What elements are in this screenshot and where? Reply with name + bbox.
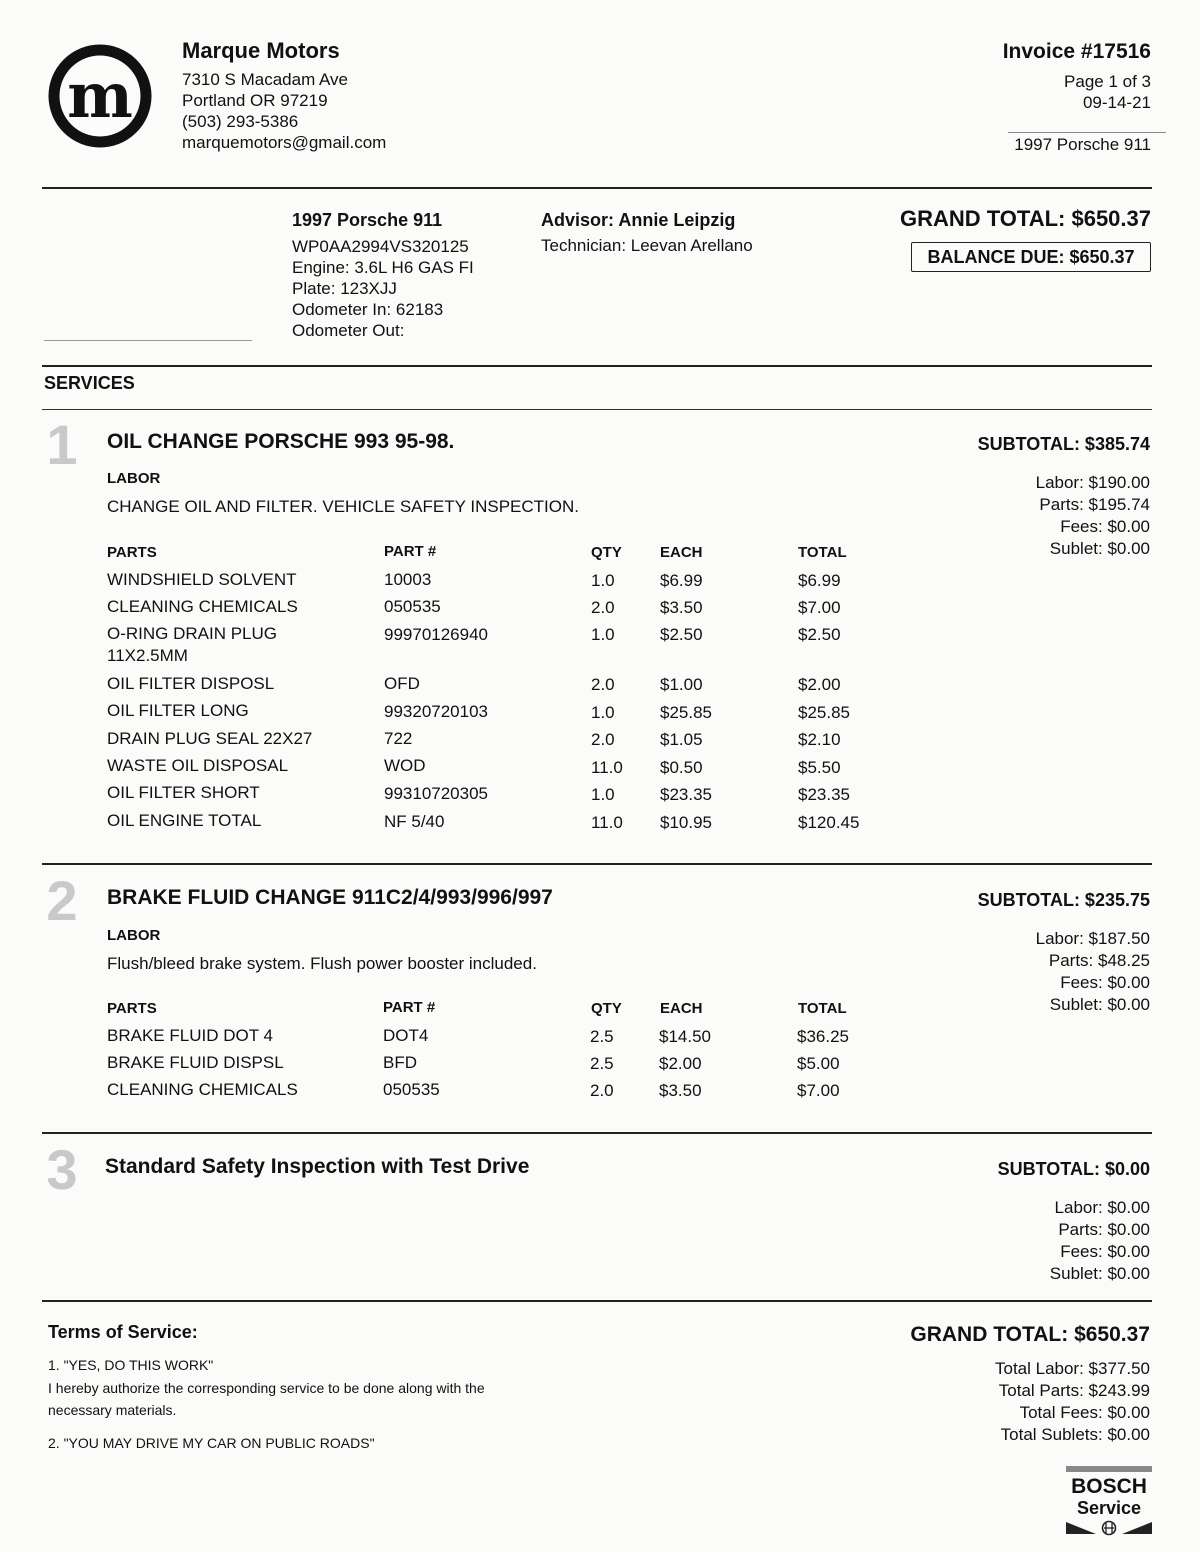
part-total: $120.45 bbox=[798, 813, 860, 832]
technician: Technician: Leevan Arellano bbox=[541, 236, 753, 255]
services-heading: SERVICES bbox=[44, 373, 135, 393]
terms-item-1: 1. "YES, DO THIS WORK" bbox=[48, 1357, 214, 1373]
vehicle-odometer-in: Odometer In: 62183 bbox=[292, 300, 444, 319]
section-divider bbox=[42, 1132, 1152, 1134]
service-title: OIL CHANGE PORSCHE 993 95-98. bbox=[107, 430, 455, 453]
part-name: O-RING DRAIN PLUG 11X2.5MM bbox=[107, 624, 278, 665]
invoice-date: 09-14-21 bbox=[1082, 93, 1151, 112]
breakdown-parts: Parts: $0.00 bbox=[1058, 1220, 1150, 1239]
part-total: $7.00 bbox=[798, 598, 841, 617]
part-each: $1.05 bbox=[660, 730, 703, 749]
part-qty: 11.0 bbox=[591, 813, 623, 832]
part-total: $2.00 bbox=[798, 675, 841, 694]
terms-title: Terms of Service: bbox=[48, 1322, 198, 1342]
balance-due bbox=[911, 242, 1151, 272]
part-total: $5.00 bbox=[797, 1054, 840, 1073]
part-total: $23.35 bbox=[798, 785, 850, 804]
breakdown-labor: Labor: $190.00 bbox=[1035, 473, 1150, 492]
qty-header: QTY bbox=[591, 1000, 622, 1017]
part-number: DOT4 bbox=[383, 1026, 429, 1045]
part-total: $2.50 bbox=[798, 625, 841, 644]
total-header: TOTAL bbox=[798, 1000, 847, 1017]
part-name: CLEANING CHEMICALS bbox=[107, 1080, 298, 1099]
part-qty: 2.0 bbox=[591, 675, 615, 694]
part-name: OIL FILTER LONG bbox=[107, 701, 249, 720]
part-qty: 2.5 bbox=[590, 1027, 614, 1046]
service-subtotal: SUBTOTAL: $0.00 bbox=[997, 1159, 1150, 1179]
part-each: $6.99 bbox=[660, 571, 703, 590]
company-phone: (503) 293-5386 bbox=[182, 112, 299, 131]
part-total: $36.25 bbox=[797, 1027, 849, 1046]
breakdown-sublet: Sublet: $0.00 bbox=[1049, 995, 1150, 1014]
company-address-1: 7310 S Macadam Ave bbox=[182, 70, 349, 89]
part-name: DRAIN PLUG SEAL 22X27 bbox=[107, 729, 313, 748]
part-number: OFD bbox=[384, 674, 420, 693]
company-logo bbox=[48, 44, 152, 148]
part-total: $5.50 bbox=[798, 758, 841, 777]
part-number: 99310720305 bbox=[384, 784, 489, 803]
company-email: marquemotors@gmail.com bbox=[182, 133, 387, 152]
invoice-number: Invoice #17516 bbox=[1002, 40, 1151, 63]
section-divider bbox=[42, 863, 1152, 865]
service-number: 2 bbox=[46, 869, 78, 932]
breakdown-sublet: Sublet: $0.00 bbox=[1049, 1264, 1150, 1283]
breakdown-parts: Parts: $195.74 bbox=[1039, 495, 1150, 514]
breakdown-sublet: Sublet: $0.00 bbox=[1049, 539, 1150, 558]
part-number: 050535 bbox=[383, 1080, 440, 1099]
total-sublets: Total Sublets: $0.00 bbox=[1000, 1425, 1150, 1444]
part-total: $25.85 bbox=[798, 703, 850, 722]
total-header: TOTAL bbox=[798, 544, 847, 561]
part-number-header: PART # bbox=[383, 999, 436, 1016]
labor-label: LABOR bbox=[107, 927, 161, 944]
part-name: WINDSHIELD SOLVENT bbox=[107, 570, 297, 589]
breakdown-fees: Fees: $0.00 bbox=[1060, 973, 1150, 992]
service-number: 1 bbox=[46, 413, 78, 476]
vehicle-title: 1997 Porsche 911 bbox=[292, 210, 443, 230]
grand-total-bottom: GRAND TOTAL: $650.37 bbox=[910, 1323, 1150, 1346]
bosch-logo-line-2: Service bbox=[1076, 1498, 1142, 1518]
part-each: $0.50 bbox=[660, 758, 703, 777]
part-each: $25.85 bbox=[660, 703, 712, 722]
breakdown-fees: Fees: $0.00 bbox=[1060, 1242, 1150, 1261]
signature-line bbox=[44, 340, 252, 341]
service-subtotal: SUBTOTAL: $385.74 bbox=[977, 434, 1150, 454]
part-each: $3.50 bbox=[659, 1081, 702, 1100]
part-number: BFD bbox=[383, 1053, 417, 1072]
service-subtotal: SUBTOTAL: $235.75 bbox=[977, 890, 1150, 910]
balance-due-text: BALANCE DUE: $650.37 bbox=[927, 246, 1135, 267]
part-qty: 1.0 bbox=[591, 703, 615, 722]
total-parts: Total Parts: $243.99 bbox=[998, 1381, 1150, 1400]
service-title: BRAKE FLUID CHANGE 911C2/4/993/996/997 bbox=[107, 886, 553, 909]
part-qty: 1.0 bbox=[591, 785, 615, 804]
labor-label: LABOR bbox=[107, 470, 161, 487]
part-name: BRAKE FLUID DISPSL bbox=[107, 1053, 284, 1072]
part-each: $2.50 bbox=[660, 625, 703, 644]
part-each: $1.00 bbox=[660, 675, 703, 694]
part-total: $7.00 bbox=[797, 1081, 840, 1100]
part-qty: 2.0 bbox=[591, 598, 615, 617]
part-number: 10003 bbox=[384, 570, 432, 589]
part-name: WASTE OIL DISPOSAL bbox=[107, 756, 289, 775]
bosch-logo-bar bbox=[1066, 1466, 1152, 1472]
part-name: CLEANING CHEMICALS bbox=[107, 597, 298, 616]
part-name: BRAKE FLUID DOT 4 bbox=[107, 1026, 273, 1045]
part-number-header: PART # bbox=[384, 543, 437, 560]
part-qty: 1.0 bbox=[591, 625, 615, 644]
part-number: 99970126940 bbox=[384, 625, 489, 644]
company-name: Marque Motors bbox=[182, 38, 340, 63]
part-name: OIL FILTER DISPOSL bbox=[107, 674, 275, 693]
bosch-logo-line-1: BOSCH bbox=[1071, 1475, 1147, 1498]
vehicle-plate: Plate: 123XJJ bbox=[292, 279, 397, 298]
part-number: NF 5/40 bbox=[384, 812, 445, 831]
part-total: $6.99 bbox=[798, 571, 841, 590]
grand-total: GRAND TOTAL: $650.37 bbox=[899, 206, 1151, 231]
service-title: Standard Safety Inspection with Test Drive bbox=[105, 1155, 530, 1178]
each-header: EACH bbox=[660, 1000, 703, 1017]
part-name: OIL ENGINE TOTAL bbox=[107, 811, 262, 830]
breakdown-labor: Labor: $0.00 bbox=[1054, 1198, 1150, 1217]
parts-header: PARTS bbox=[107, 1000, 157, 1017]
part-each: $14.50 bbox=[659, 1027, 711, 1046]
breakdown-fees: Fees: $0.00 bbox=[1060, 517, 1150, 536]
part-name: OIL FILTER SHORT bbox=[107, 783, 260, 802]
each-header: EACH bbox=[660, 544, 703, 561]
terms-item-2: 2. "YOU MAY DRIVE MY CAR ON PUBLIC ROADS" bbox=[48, 1435, 375, 1451]
part-each: $2.00 bbox=[659, 1054, 702, 1073]
part-qty: 2.0 bbox=[590, 1081, 614, 1100]
terms-item-1-text: I hereby authorize the corresponding service to be done along with the necessary materials. bbox=[48, 1380, 485, 1418]
total-fees: Total Fees: $0.00 bbox=[1019, 1403, 1150, 1422]
company-address-2: Portland OR 97219 bbox=[182, 91, 328, 110]
service-number: 3 bbox=[46, 1138, 78, 1201]
part-qty: 11.0 bbox=[591, 758, 623, 777]
part-qty: 2.0 bbox=[591, 730, 615, 749]
total-labor: Total Labor: $377.50 bbox=[994, 1359, 1150, 1378]
labor-description: Flush/bleed brake system. Flush power booster included. bbox=[107, 954, 537, 973]
part-each: $10.95 bbox=[660, 813, 712, 832]
logo-letter: m bbox=[67, 59, 133, 132]
part-each: $23.35 bbox=[660, 785, 712, 804]
advisor: Advisor: Annie Leipzig bbox=[541, 210, 736, 230]
invoice-vehicle: 1997 Porsche 911 bbox=[1014, 135, 1151, 154]
invoice-page: Page 1 of 3 bbox=[1064, 72, 1151, 91]
part-number: 050535 bbox=[384, 597, 441, 616]
vehicle-odometer-out: Odometer Out: bbox=[292, 321, 405, 340]
qty-header: QTY bbox=[591, 544, 622, 561]
section-divider bbox=[42, 1300, 1152, 1302]
labor-description: CHANGE OIL AND FILTER. VEHICLE SAFETY INSPECTION. bbox=[107, 497, 580, 516]
breakdown-labor: Labor: $187.50 bbox=[1035, 929, 1150, 948]
part-each: $3.50 bbox=[660, 598, 703, 617]
part-number: 722 bbox=[384, 729, 413, 748]
section-divider bbox=[42, 365, 1152, 367]
parts-header: PARTS bbox=[107, 544, 157, 561]
part-qty: 1.0 bbox=[591, 571, 615, 590]
header-divider bbox=[1008, 132, 1166, 133]
part-number: WOD bbox=[384, 756, 426, 775]
part-total: $2.10 bbox=[798, 730, 841, 749]
section-divider bbox=[42, 187, 1152, 189]
vehicle-vin: WP0AA2994VS320125 bbox=[292, 237, 469, 256]
breakdown-parts: Parts: $48.25 bbox=[1048, 951, 1150, 970]
part-qty: 2.5 bbox=[590, 1054, 614, 1073]
part-number: 99320720103 bbox=[384, 702, 489, 721]
vehicle-engine: Engine: 3.6L H6 GAS FI bbox=[292, 258, 474, 277]
bosch-armature-icon bbox=[1066, 1518, 1152, 1536]
bosch-service-logo bbox=[1066, 1466, 1152, 1541]
section-divider bbox=[42, 409, 1152, 410]
